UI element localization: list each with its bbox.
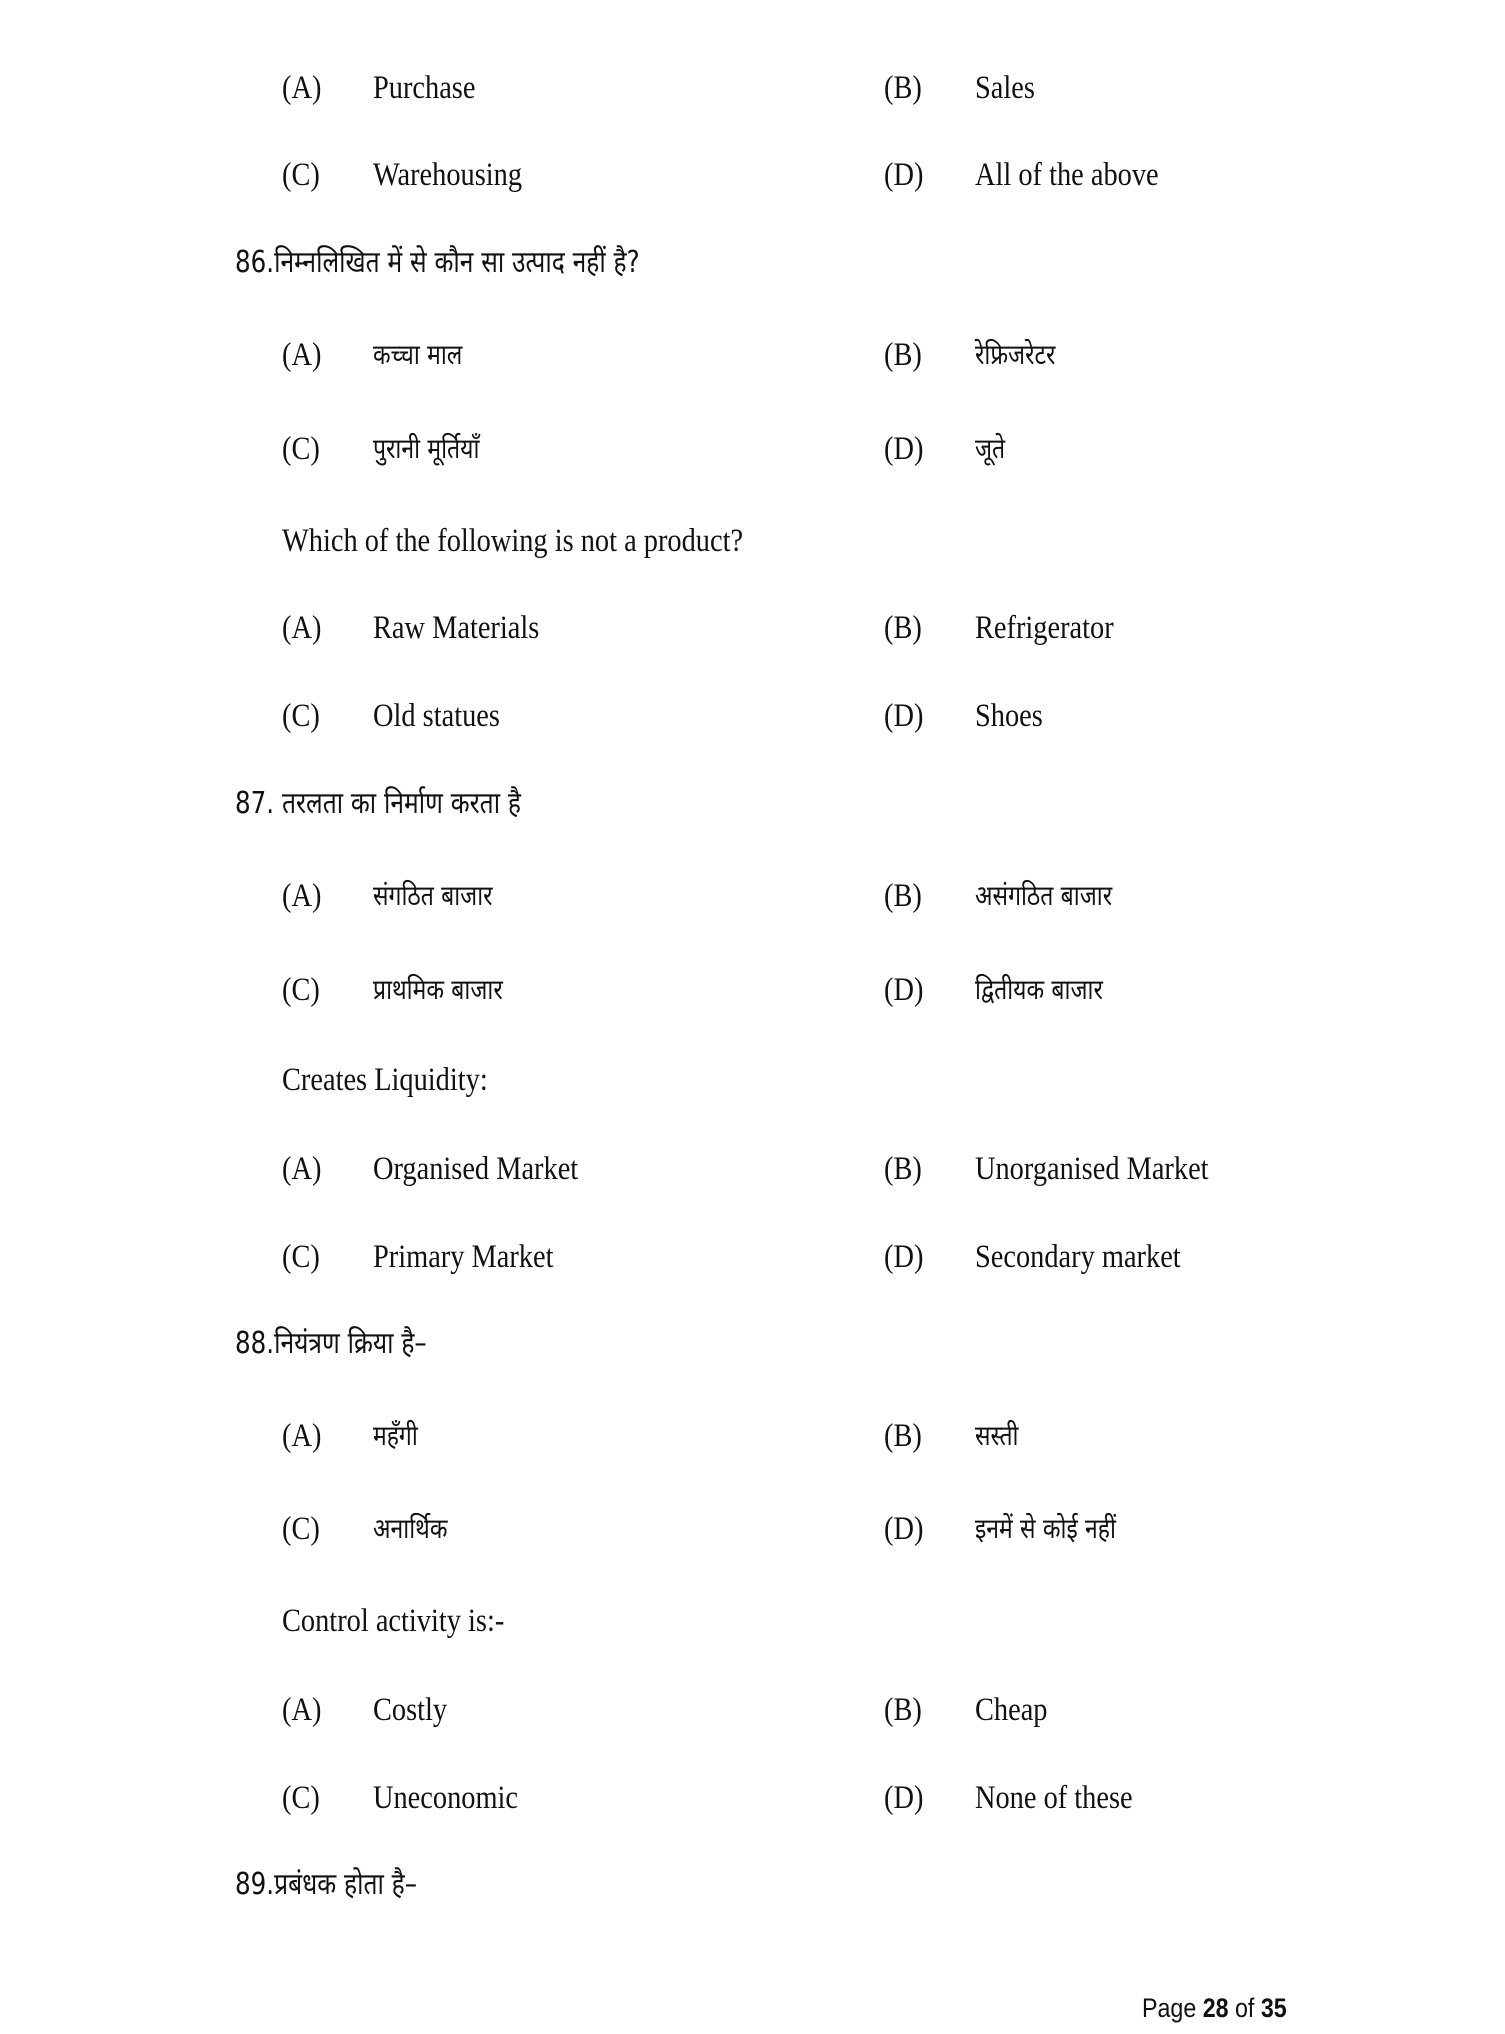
option-row [0,606,1505,650]
option-text: महँगी [373,1419,418,1452]
option-text: Sales [975,70,1035,106]
option-row [0,1507,1505,1551]
question-86-hindi: 86.निम्नलिखित में से कौन सा उत्पाद नहीं है? [235,245,640,280]
option-label: (C) [282,431,320,467]
option-label: (B) [884,70,922,106]
option-text: Raw Materials [373,610,540,646]
option-label: (C) [282,157,320,193]
option-label: (D) [884,1239,924,1275]
option-row [0,153,1505,197]
option-label: (A) [282,878,322,914]
option-text: Costly [373,1692,448,1728]
option-label: (B) [884,337,922,373]
option-label: (C) [282,1780,320,1816]
option-text: सस्ती [975,1419,1019,1452]
option-row [0,1147,1505,1191]
option-text: None of these [975,1780,1133,1816]
option-text: Uneconomic [373,1780,519,1816]
question-88-english: Control activity is:- [282,1603,505,1639]
option-label: (D) [884,972,924,1008]
option-text: Organised Market [373,1151,579,1187]
question-89-hindi: 89.प्रबंधक होता है– [235,1867,418,1902]
option-text: संगठित बाजार [373,879,493,912]
option-text: Purchase [373,70,476,106]
option-text: प्राथमिक बाजार [373,973,503,1006]
option-label: (B) [884,1692,922,1728]
option-label: (A) [282,1418,322,1454]
question-87-english: Creates Liquidity: [282,1062,488,1098]
option-text: Primary Market [373,1239,554,1275]
total-pages: 35 [1260,1993,1287,2023]
option-row [0,1414,1505,1458]
option-text: Refrigerator [975,610,1114,646]
current-page: 28 [1202,1993,1229,2023]
option-label: (A) [282,1692,322,1728]
option-row [0,694,1505,738]
option-row [0,427,1505,471]
question-87-hindi: 87. तरलता का निर्माण करता है [235,786,521,821]
option-text: Shoes [975,698,1043,734]
option-label: (C) [282,1511,320,1547]
option-text: Warehousing [373,157,523,193]
option-label: (D) [884,157,924,193]
option-label: (A) [282,337,322,373]
option-text: रेफ्रिजरेटर [975,338,1056,371]
option-row [0,333,1505,377]
option-text: Old statues [373,698,500,734]
page-separator: of [1235,1993,1255,2023]
option-label: (B) [884,878,922,914]
option-row [0,1688,1505,1732]
option-text: इनमें से कोई नहीं [975,1512,1116,1545]
option-row [0,66,1505,110]
option-text: द्वितीयक बाजार [975,973,1103,1006]
question-86-english: Which of the following is not a product? [282,523,744,559]
option-text: Unorganised Market [975,1151,1209,1187]
option-text: पुरानी मूर्तियाँ [373,432,480,465]
option-text: अनार्थिक [373,1512,448,1545]
option-label: (B) [884,1151,922,1187]
option-label: (A) [282,1151,322,1187]
option-row [0,1776,1505,1820]
option-label: (B) [884,610,922,646]
option-row [0,968,1505,1012]
option-label: (D) [884,1511,924,1547]
option-label: (D) [884,1780,924,1816]
option-text: Secondary market [975,1239,1181,1275]
option-label: (D) [884,431,924,467]
option-label: (C) [282,1239,320,1275]
option-label: (C) [282,698,320,734]
option-label: (C) [282,972,320,1008]
option-text: असंगठित बाजार [975,879,1113,912]
page-number [1142,1992,1287,2024]
option-text: कच्चा माल [373,338,463,371]
question-88-hindi: 88.नियंत्रण क्रिया है– [235,1326,427,1361]
option-label: (A) [282,70,322,106]
option-label: (B) [884,1418,922,1454]
option-text: All of the above [975,157,1159,193]
option-text: Cheap [975,1692,1048,1728]
option-label: (A) [282,610,322,646]
option-row [0,874,1505,918]
page-prefix: Page [1142,1993,1197,2023]
option-label: (D) [884,698,924,734]
option-row [0,1235,1505,1279]
option-text: जूते [975,432,1006,465]
